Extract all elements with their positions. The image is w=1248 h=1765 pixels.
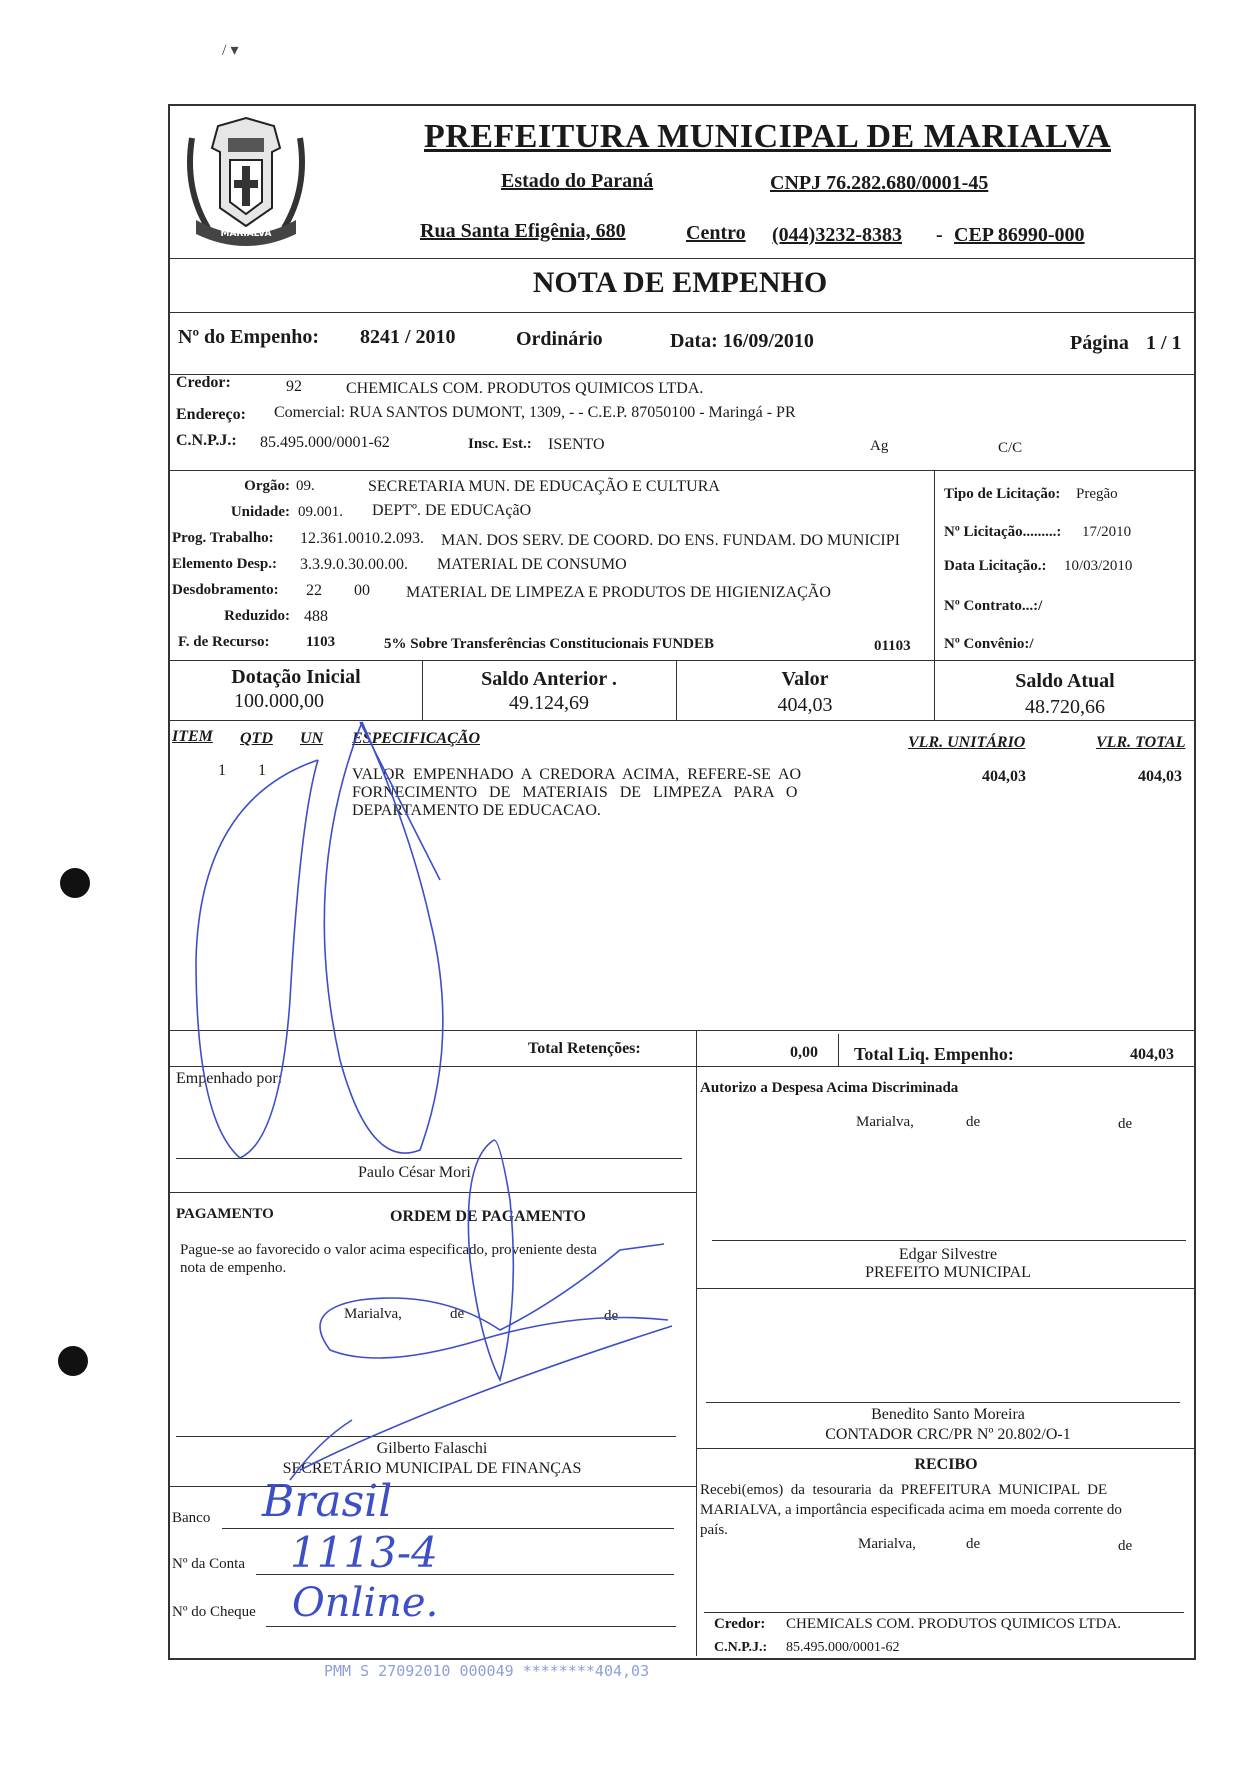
recurso-label: F. de Recurso: [178, 634, 270, 650]
state-name: Estado do Paraná [501, 170, 654, 192]
credor-label: Credor: [176, 374, 231, 391]
ordem-city: Marialva, [344, 1306, 402, 1322]
item-spec-line1: VALOR EMPENHADO A CREDORA ACIMA, REFERE-SE AO [352, 766, 802, 783]
total-liq-value: 404,03 [1130, 1046, 1174, 1063]
recibo-cnpj-label: C.N.P.J.: [714, 1640, 768, 1655]
item-number: 1 [218, 762, 226, 779]
retencoes-value: 0,00 [790, 1044, 818, 1061]
page-title: PREFEITURA MUNICIPAL DE MARIALVA [424, 118, 1111, 155]
recibo-credor-label: Credor: [714, 1616, 766, 1632]
orgao-code: 09. [296, 478, 315, 494]
tipo-licitacao-label: Tipo de Licitação: [944, 486, 1061, 502]
tipo-licitacao: Pregão [1076, 486, 1118, 502]
unidade-label: Unidade: [230, 504, 290, 520]
recurso-name: 5% Sobre Transferências Constitucionais FUNDEB [384, 636, 715, 652]
recurso-code: 1103 [306, 634, 336, 650]
conta-label: Nº da Conta [172, 1556, 245, 1572]
licitacao-date-label: Data Licitação.: [944, 558, 1047, 574]
secretario-title: SECRETÁRIO MUNICIPAL DE FINANÇAS [282, 1460, 582, 1477]
unidade-name: DEPTº. DE EDUCAçãO [372, 502, 532, 519]
account-label: C/C [998, 440, 1023, 456]
item-qtd: 1 [258, 762, 266, 779]
autorizo-city: Marialva, [856, 1114, 914, 1130]
credor-name: CHEMICALS COM. PRODUTOS QUIMICOS LTDA. [346, 380, 704, 397]
credor-address: Comercial: RUA SANTOS DUMONT, 1309, - - C.E.P. 87050100 - Maringá - PR [274, 404, 796, 421]
saldo-anterior-label: Saldo Anterior . [481, 668, 617, 690]
desdobramento-label: Desdobramento: [172, 582, 279, 598]
recibo-line2: MARIALVA, a importância especificada acima em moeda corrente do [700, 1502, 1122, 1518]
credor-insc: ISENTO [548, 436, 605, 453]
prog-name: MAN. DOS SERV. DE COORD. DO ENS. FUNDAM. DO MUNICIPI [441, 532, 900, 549]
cheque-handwritten: Online. [292, 1580, 439, 1626]
phone: (044)3232-8383 [772, 224, 902, 246]
item-spec-line3: DEPARTAMENTO DE EDUCACAO. [352, 802, 601, 819]
ordem-text-line1: Pague-se ao favorecido o valor acima especificado, proveniente desta [180, 1242, 597, 1258]
crest-banner-text: MARIALVA [220, 229, 272, 239]
recibo-credor: CHEMICALS COM. PRODUTOS QUIMICOS LTDA. [786, 1616, 1122, 1632]
insc-label: Insc. Est.: [468, 436, 532, 452]
contador-name: Benedito Santo Moreira [871, 1406, 1025, 1423]
empenho-number: 8241 / 2010 [360, 326, 456, 348]
desdobramento-code1: 22 [306, 582, 322, 599]
cnpj-label: C.N.P.J.: [176, 432, 237, 449]
total-liq-label: Total Liq. Empenho: [854, 1044, 1014, 1064]
cheque-label: Nº do Cheque [172, 1604, 256, 1620]
contador-title: CONTADOR CRC/PR Nº 20.802/O-1 [825, 1426, 1071, 1443]
autorizo-label: Autorizo a Despesa Acima Discriminada [700, 1080, 959, 1096]
recibo-city: Marialva, [858, 1536, 916, 1552]
saldo-anterior-value: 49.124,69 [509, 692, 589, 714]
recibo-line1: Recebi(emos) da tesouraria da PREFEITURA MUNICIPAL DE [700, 1482, 1108, 1498]
reduzido-value: 488 [304, 608, 328, 625]
cep: CEP 86990-000 [954, 224, 1085, 246]
autorizo-de-1: de [966, 1114, 981, 1130]
banco-label: Banco [172, 1510, 211, 1526]
unidade-code: 09.001. [298, 504, 343, 520]
orgao-name: SECRETARIA MUN. DE EDUCAÇÃO E CULTURA [368, 478, 720, 495]
recibo-de-1: de [966, 1536, 981, 1552]
prog-label: Prog. Trabalho: [172, 530, 274, 546]
item-total-value: 404,03 [1138, 768, 1182, 785]
ordem-pagamento-label: ORDEM DE PAGAMENTO [390, 1208, 586, 1225]
address-label: Endereço: [176, 406, 246, 423]
recibo-de-2: de [1118, 1538, 1133, 1554]
contrato-label: Nº Contrato...:/ [944, 598, 1043, 614]
saldo-atual-label: Saldo Atual [1015, 670, 1115, 692]
saldo-atual-value: 48.720,66 [1025, 696, 1105, 718]
desdobramento-code2: 00 [354, 582, 370, 599]
credor-code: 92 [286, 378, 302, 395]
col-item: ITEM [172, 728, 213, 745]
col-total-value: VLR. TOTAL [1096, 734, 1186, 751]
ordem-de-1: de [450, 1306, 465, 1322]
licitacao-date: 10/03/2010 [1064, 558, 1133, 574]
secretario-name: Gilberto Falaschi [376, 1440, 488, 1457]
empenho-type: Ordinário [516, 328, 603, 350]
col-un: UN [300, 730, 324, 747]
scan-mark: / ▾ [222, 42, 239, 59]
page-label: Página [1070, 332, 1129, 354]
convenio-label: Nº Convênio:/ [944, 636, 1034, 652]
address-district: Centro [686, 222, 746, 244]
elemento-name: MATERIAL DE CONSUMO [437, 556, 627, 573]
recibo-title: RECIBO [914, 1456, 978, 1473]
col-qtd: QTD [240, 730, 273, 747]
document-title: NOTA DE EMPENHO [532, 266, 828, 299]
page-number: 1 / 1 [1146, 332, 1182, 354]
address-street: Rua Santa Efigênia, 680 [420, 220, 626, 242]
pagamento-label: PAGAMENTO [176, 1206, 274, 1222]
conta-handwritten: 1113-4 [290, 1528, 438, 1577]
ordem-text-line2: nota de empenho. [180, 1260, 287, 1276]
item-unit-value: 404,03 [982, 768, 1026, 785]
credor-cnpj: 85.495.000/0001-62 [260, 434, 390, 451]
desdobramento-name: MATERIAL DE LIMPEZA E PRODUTOS DE HIGIENIZAÇÃO [406, 584, 831, 601]
valor-label: Valor [781, 668, 829, 690]
item-spec-line2: FORNECIMENTO DE MATERIAIS DE LIMPEZA PARA O [352, 784, 798, 801]
separator-dash: - [936, 224, 943, 246]
col-spec: ESPECIFICAÇÃO [352, 730, 481, 747]
orgao-label: Orgão: [244, 478, 290, 494]
empenho-date: Data: 16/09/2010 [670, 330, 814, 352]
licitacao-number: 17/2010 [1082, 524, 1132, 540]
recurso-ref: 01103 [874, 638, 911, 654]
reduzido-label: Reduzido: [224, 608, 290, 624]
mechanical-stamp: PMM S 27092010 000049 ********404,03 [324, 1662, 650, 1680]
empenhado-label: Empenhado por: [176, 1070, 283, 1087]
licitacao-number-label: Nº Licitação.........: [944, 524, 1062, 540]
prefeito-title: PREFEITO MUNICIPAL [865, 1264, 1031, 1281]
col-unit-value: VLR. UNITÁRIO [908, 734, 1026, 751]
valor-value: 404,03 [777, 694, 833, 716]
agency-label: Ag [870, 438, 889, 454]
recibo-cnpj: 85.495.000/0001-62 [786, 1640, 900, 1655]
recibo-line3: país. [700, 1522, 728, 1538]
dotacao-label: Dotação Inicial [231, 666, 361, 688]
elemento-label: Elemento Desp.: [172, 556, 277, 572]
elemento-code: 3.3.9.0.30.00.00. [300, 556, 408, 573]
autorizo-de-2: de [1118, 1116, 1133, 1132]
banco-handwritten: Brasil [262, 1476, 393, 1527]
ordem-de-2: de [604, 1308, 619, 1324]
retencoes-label: Total Retenções: [528, 1040, 641, 1057]
empenhado-name: Paulo César Mori [358, 1164, 471, 1181]
dotacao-value: 100.000,00 [234, 690, 324, 712]
cnpj-header: CNPJ 76.282.680/0001-45 [770, 172, 989, 194]
empenho-label: Nº do Empenho: [178, 326, 320, 348]
prog-code: 12.361.0010.2.093. [300, 530, 424, 547]
prefeito-name: Edgar Silvestre [898, 1246, 998, 1263]
